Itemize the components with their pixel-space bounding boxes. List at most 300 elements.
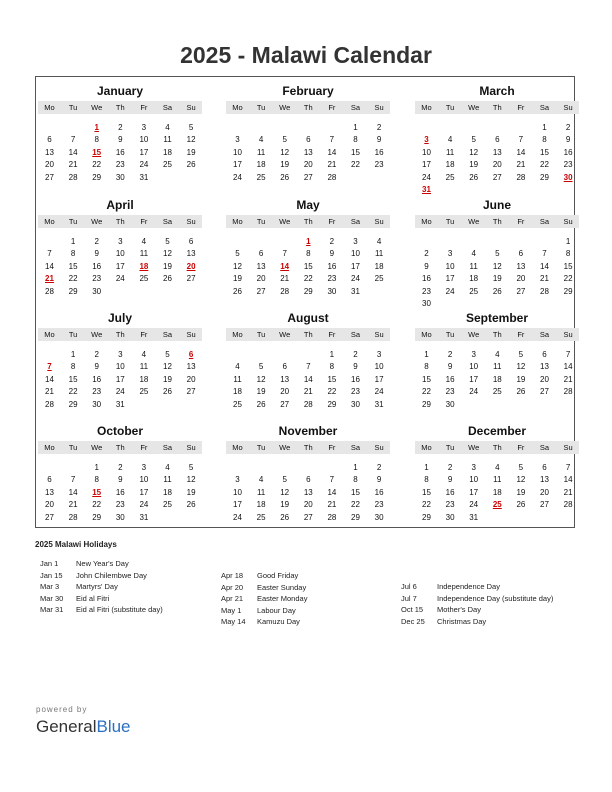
day-cell: 2 [94, 237, 99, 246]
weekday-label: Fr [517, 103, 525, 112]
day-cell: 27 [540, 387, 549, 397]
powered-by-text: powered by [36, 705, 88, 714]
day-cell: 24 [374, 387, 384, 397]
holiday-date: Jan 15 [40, 570, 63, 580]
day-cell: 6 [542, 350, 547, 359]
day-cell: 13 [540, 475, 549, 485]
weekday-label: We [468, 217, 480, 226]
day-cell: 19 [233, 274, 242, 284]
day-cell: 27 [45, 172, 54, 182]
day-cell: 26 [163, 387, 172, 397]
weekday-label: Mo [44, 103, 55, 112]
day-cell: 26 [492, 286, 502, 296]
weekday-label: Th [303, 217, 313, 226]
day-cell: 16 [115, 487, 125, 497]
day-cell: 27 [186, 274, 196, 284]
day-cell: 25 [139, 274, 149, 284]
day-cell: 23 [563, 160, 573, 170]
day-cell: 21 [327, 160, 337, 170]
day-cell: 10 [445, 261, 455, 271]
holiday-date: May 14 [221, 617, 246, 626]
day-cell: 10 [115, 249, 125, 259]
day-cell: 14 [303, 374, 313, 384]
day-cell: 1 [565, 237, 571, 246]
weekday-label: Sa [539, 330, 550, 339]
weekday-label: Fr [517, 330, 525, 339]
day-cell: 27 [516, 286, 526, 296]
day-cell: 18 [374, 261, 384, 271]
day-cell: 24 [469, 387, 479, 397]
day-cell: 2 [376, 123, 382, 132]
day-cell: 3 [471, 463, 476, 472]
day-cell: 3 [353, 237, 358, 246]
day-cell: 1 [329, 350, 335, 359]
day-cell: 16 [422, 274, 431, 284]
day-cell: 23 [374, 500, 384, 510]
day-cell: 15 [68, 261, 78, 271]
weekday-label: Su [374, 330, 384, 339]
day-cell: 8 [565, 249, 571, 259]
weekday-label: Sa [350, 330, 361, 339]
day-cell: 14 [68, 487, 78, 497]
day-cell: 31 [374, 399, 384, 409]
day-cell: 4 [258, 475, 264, 485]
day-cell: 18 [233, 387, 242, 397]
day-cell: 20 [280, 387, 290, 397]
weekday-label: Th [303, 443, 313, 452]
day-cell: 14 [327, 487, 337, 497]
day-cell: 17 [351, 261, 360, 271]
day-cell: 1 [70, 237, 76, 246]
day-cell: 11 [139, 362, 149, 372]
day-cell: 20 [303, 500, 313, 510]
day-cell: 28 [327, 512, 337, 522]
day-cell: 22 [92, 160, 102, 170]
day-cell: 14 [45, 261, 54, 271]
day-cell: 4 [258, 135, 264, 145]
month-name: December [467, 424, 527, 438]
day-cell: 29 [68, 286, 78, 296]
day-cell: 22 [92, 500, 102, 510]
day-cell: 23 [351, 387, 360, 397]
weekday-label: Tu [68, 443, 78, 452]
weekday-label: Mo [421, 330, 432, 339]
day-cell: 3 [235, 475, 240, 485]
weekday-label: Su [563, 217, 573, 226]
day-cell: 29 [92, 512, 102, 522]
day-cell: 11 [493, 475, 502, 485]
weekday-label: Tu [256, 443, 266, 452]
holiday-row [401, 593, 601, 605]
weekday-label: Mo [232, 330, 243, 339]
month-name: November [278, 424, 338, 438]
day-cell: 25 [445, 172, 455, 182]
month-name: April [106, 198, 134, 212]
day-cell: 16 [374, 147, 384, 157]
brand-general: General [36, 717, 97, 736]
weekday-label: Th [303, 330, 313, 339]
weekday-label: Tu [445, 217, 455, 226]
day-cell: 27 [280, 399, 290, 409]
weekday-label: Su [186, 330, 196, 339]
day-cell: 13 [45, 147, 54, 157]
day-cell: 10 [139, 135, 149, 145]
holiday-day-cell: 30 [563, 172, 573, 182]
month-name: June [482, 198, 511, 212]
day-cell: 4 [235, 362, 240, 372]
day-cell: 21 [280, 274, 290, 284]
day-cell: 6 [282, 362, 287, 372]
day-cell: 3 [471, 350, 476, 359]
day-cell: 11 [445, 147, 455, 157]
day-cell: 1 [70, 350, 76, 359]
day-cell: 12 [163, 249, 172, 259]
weekday-label: We [468, 103, 480, 112]
day-cell: 5 [495, 249, 500, 259]
day-cell: 12 [186, 135, 196, 145]
day-cell: 9 [118, 475, 123, 485]
day-cell: 9 [376, 475, 382, 485]
day-cell: 24 [422, 172, 431, 182]
month-name: February [282, 84, 334, 98]
day-cell: 16 [327, 261, 337, 271]
day-cell: 28 [68, 172, 78, 182]
day-cell: 19 [256, 387, 266, 397]
holiday-date: Jul 6 [401, 582, 417, 591]
day-cell: 17 [233, 500, 242, 510]
weekday-label: Tu [256, 217, 266, 226]
day-cell: 26 [280, 512, 290, 522]
day-cell: 16 [115, 147, 125, 157]
weekday-label: Su [186, 103, 196, 112]
holiday-date: Dec 25 [401, 616, 425, 626]
day-cell: 23 [92, 387, 102, 397]
day-cell: 13 [186, 249, 196, 259]
weekday-label: Fr [328, 330, 336, 339]
day-cell: 23 [445, 500, 455, 510]
day-cell: 17 [139, 487, 149, 497]
weekday-label: Mo [232, 217, 243, 226]
day-cell: 22 [563, 274, 573, 284]
day-cell: 11 [469, 261, 478, 271]
day-cell: 15 [68, 374, 78, 384]
day-cell: 4 [376, 237, 382, 246]
day-cell: 1 [353, 463, 358, 472]
day-cell: 14 [563, 362, 573, 372]
day-cell: 15 [422, 374, 431, 384]
weekday-label: Sa [350, 443, 361, 452]
weekday-label: Tu [445, 103, 455, 112]
weekday-label: Th [492, 443, 502, 452]
day-cell: 22 [422, 387, 431, 397]
day-cell: 15 [327, 374, 337, 384]
day-cell: 12 [492, 261, 502, 271]
weekday-label: Fr [140, 330, 148, 339]
weekday-label: Su [374, 443, 384, 452]
day-cell: 2 [447, 463, 453, 472]
day-cell: 5 [258, 362, 264, 372]
day-cell: 28 [563, 500, 573, 510]
weekday-label: Tu [256, 103, 266, 112]
weekday-label: Mo [421, 217, 432, 226]
day-cell: 20 [540, 487, 549, 497]
day-cell: 12 [186, 475, 196, 485]
holiday-row [401, 581, 601, 593]
day-cell: 29 [92, 172, 102, 182]
day-cell: 16 [563, 147, 573, 157]
day-cell: 13 [516, 261, 526, 271]
day-cell: 6 [188, 237, 194, 246]
day-cell: 4 [495, 463, 500, 472]
day-cell: 9 [118, 135, 123, 145]
day-cell: 5 [165, 350, 170, 359]
weekday-label: Su [374, 217, 384, 226]
day-cell: 25 [256, 172, 266, 182]
weekday-label: Sa [539, 103, 550, 112]
day-cell: 28 [68, 512, 78, 522]
holiday-name: Martyrs' Day [76, 582, 118, 591]
day-cell: 6 [306, 475, 311, 485]
day-cell: 9 [94, 362, 99, 372]
day-cell: 3 [118, 237, 123, 246]
day-cell: 1 [353, 123, 358, 132]
day-cell: 30 [92, 286, 102, 296]
day-cell: 8 [542, 135, 547, 145]
day-cell: 23 [327, 274, 337, 284]
day-cell: 29 [422, 512, 431, 522]
day-cell: 12 [280, 487, 290, 497]
day-cell: 24 [115, 274, 125, 284]
day-cell: 21 [303, 387, 313, 397]
day-cell: 6 [258, 249, 264, 259]
day-cell: 14 [45, 374, 54, 384]
day-cell: 18 [139, 374, 149, 384]
day-cell: 13 [303, 147, 313, 157]
day-cell: 8 [94, 475, 99, 485]
weekday-label: Su [563, 103, 573, 112]
brand-logo [36, 717, 131, 737]
weekday-label: We [91, 217, 103, 226]
day-cell: 26 [256, 399, 266, 409]
month-name: January [96, 84, 144, 98]
weekday-label: Tu [68, 330, 78, 339]
day-cell: 23 [445, 387, 455, 397]
weekday-label: We [279, 330, 291, 339]
day-cell: 7 [565, 350, 571, 359]
day-cell: 10 [469, 475, 479, 485]
day-cell: 9 [447, 475, 453, 485]
day-cell: 29 [563, 286, 573, 296]
day-cell: 10 [115, 362, 125, 372]
day-cell: 4 [447, 135, 453, 145]
weekday-label: Tu [256, 330, 266, 339]
holiday-day-cell: 31 [422, 185, 431, 194]
day-cell: 3 [141, 123, 147, 132]
day-cell: 27 [303, 172, 313, 182]
day-cell: 22 [303, 274, 313, 284]
holiday-date: Mar 31 [40, 605, 64, 614]
holiday-day-cell: 1 [94, 123, 99, 132]
day-cell: 18 [256, 500, 266, 510]
day-cell: 17 [469, 487, 479, 497]
day-cell: 29 [68, 399, 78, 409]
day-cell: 28 [327, 172, 337, 182]
day-cell: 19 [516, 374, 526, 384]
day-cell: 26 [233, 286, 242, 296]
day-cell: 24 [139, 160, 149, 170]
weekday-label: Th [115, 443, 125, 452]
day-cell: 24 [233, 172, 242, 182]
day-cell: 24 [445, 286, 455, 296]
day-cell: 9 [94, 249, 99, 259]
day-cell: 19 [280, 500, 290, 510]
holiday-date: Apr 21 [221, 594, 244, 603]
holiday-day-cell: 7 [47, 362, 52, 372]
day-cell: 18 [445, 160, 455, 170]
day-cell: 26 [163, 274, 172, 284]
day-cell: 28 [563, 387, 573, 397]
holiday-row [221, 616, 421, 628]
day-cell: 19 [186, 147, 196, 157]
day-cell: 31 [139, 512, 149, 522]
weekday-label: Tu [445, 330, 455, 339]
holiday-date: Mar 30 [40, 593, 64, 603]
holiday-date: Jan 1 [40, 559, 59, 568]
day-cell: 25 [374, 274, 384, 284]
day-cell: 12 [233, 261, 242, 271]
weekday-label: Su [374, 103, 384, 112]
weekday-label: Fr [517, 443, 525, 452]
holiday-name: Labour Day [257, 605, 296, 615]
holiday-name: Christmas Day [437, 616, 487, 626]
day-cell: 21 [563, 374, 573, 384]
day-cell: 1 [424, 463, 429, 472]
holiday-day-cell: 15 [92, 487, 102, 497]
holiday-name: Eid al Fitri [76, 593, 110, 603]
day-cell: 12 [163, 362, 172, 372]
holiday-row [40, 581, 240, 593]
day-cell: 7 [70, 475, 76, 485]
day-cell: 2 [353, 350, 358, 359]
day-cell: 7 [565, 463, 571, 472]
day-cell: 19 [163, 374, 172, 384]
holiday-day-cell: 18 [139, 261, 149, 271]
weekday-label: Su [186, 443, 196, 452]
holiday-day-cell: 21 [45, 274, 54, 284]
holiday-day-cell: 3 [424, 135, 429, 145]
day-cell: 11 [163, 475, 172, 485]
day-cell: 16 [445, 487, 455, 497]
weekday-label: Mo [232, 103, 243, 112]
day-cell: 18 [163, 487, 172, 497]
day-cell: 13 [280, 374, 290, 384]
day-cell: 30 [374, 512, 384, 522]
day-cell: 12 [516, 362, 526, 372]
weekday-label: Fr [140, 217, 148, 226]
day-cell: 17 [422, 160, 431, 170]
day-cell: 8 [329, 362, 335, 372]
day-cell: 15 [351, 487, 360, 497]
day-cell: 5 [471, 135, 476, 145]
weekday-label: Th [492, 217, 502, 226]
weekday-label: We [91, 103, 103, 112]
day-cell: 5 [165, 237, 170, 246]
day-cell: 8 [70, 362, 76, 372]
holiday-row [221, 582, 421, 594]
day-cell: 24 [233, 512, 242, 522]
day-cell: 15 [540, 147, 549, 157]
page-title: 2025 - Malawi Calendar [180, 42, 432, 68]
day-cell: 18 [256, 160, 266, 170]
day-cell: 13 [186, 362, 196, 372]
holiday-day-cell: 1 [306, 237, 311, 246]
day-cell: 8 [424, 362, 429, 372]
day-cell: 30 [422, 299, 431, 308]
day-cell: 1 [94, 463, 99, 472]
day-cell: 30 [115, 512, 125, 522]
day-cell: 10 [139, 475, 149, 485]
day-cell: 31 [115, 399, 125, 409]
day-cell: 7 [70, 135, 76, 145]
day-cell: 16 [445, 374, 455, 384]
day-cell: 12 [280, 147, 290, 157]
day-cell: 31 [469, 512, 479, 522]
day-cell: 6 [47, 475, 52, 485]
day-cell: 4 [165, 123, 170, 132]
day-cell: 11 [493, 362, 502, 372]
day-cell: 3 [376, 350, 382, 359]
day-cell: 21 [68, 500, 78, 510]
day-cell: 26 [186, 160, 196, 170]
day-cell: 12 [256, 374, 266, 384]
month-name: October [96, 424, 143, 438]
day-cell: 2 [424, 249, 429, 259]
weekday-label: Sa [162, 217, 173, 226]
day-cell: 20 [303, 160, 313, 170]
day-cell: 17 [115, 374, 125, 384]
holiday-name: Independence Day (substitute day) [437, 593, 554, 603]
day-cell: 16 [351, 374, 360, 384]
holiday-date: Apr 20 [221, 582, 244, 592]
weekday-label: Mo [232, 443, 243, 452]
weekday-label: We [91, 330, 103, 339]
weekday-label: Sa [162, 443, 173, 452]
day-cell: 25 [256, 512, 266, 522]
day-cell: 8 [70, 249, 76, 259]
day-cell: 6 [542, 463, 547, 472]
day-cell: 23 [115, 160, 125, 170]
day-cell: 5 [188, 123, 194, 132]
holiday-name: Good Friday [257, 571, 299, 580]
weekday-label: Fr [517, 217, 525, 226]
day-cell: 23 [92, 274, 102, 284]
weekday-label: We [468, 330, 480, 339]
day-cell: 30 [327, 286, 337, 296]
day-cell: 19 [469, 160, 479, 170]
day-cell: 19 [163, 261, 172, 271]
day-cell: 4 [165, 463, 170, 472]
day-cell: 25 [163, 500, 172, 510]
day-cell: 26 [469, 172, 479, 182]
day-cell: 17 [115, 261, 125, 271]
day-cell: 12 [516, 475, 526, 485]
day-cell: 16 [92, 374, 102, 384]
day-cell: 7 [542, 249, 547, 259]
day-cell: 8 [424, 475, 429, 485]
day-cell: 11 [139, 249, 149, 259]
holiday-row [221, 570, 421, 582]
day-cell: 5 [282, 475, 287, 485]
